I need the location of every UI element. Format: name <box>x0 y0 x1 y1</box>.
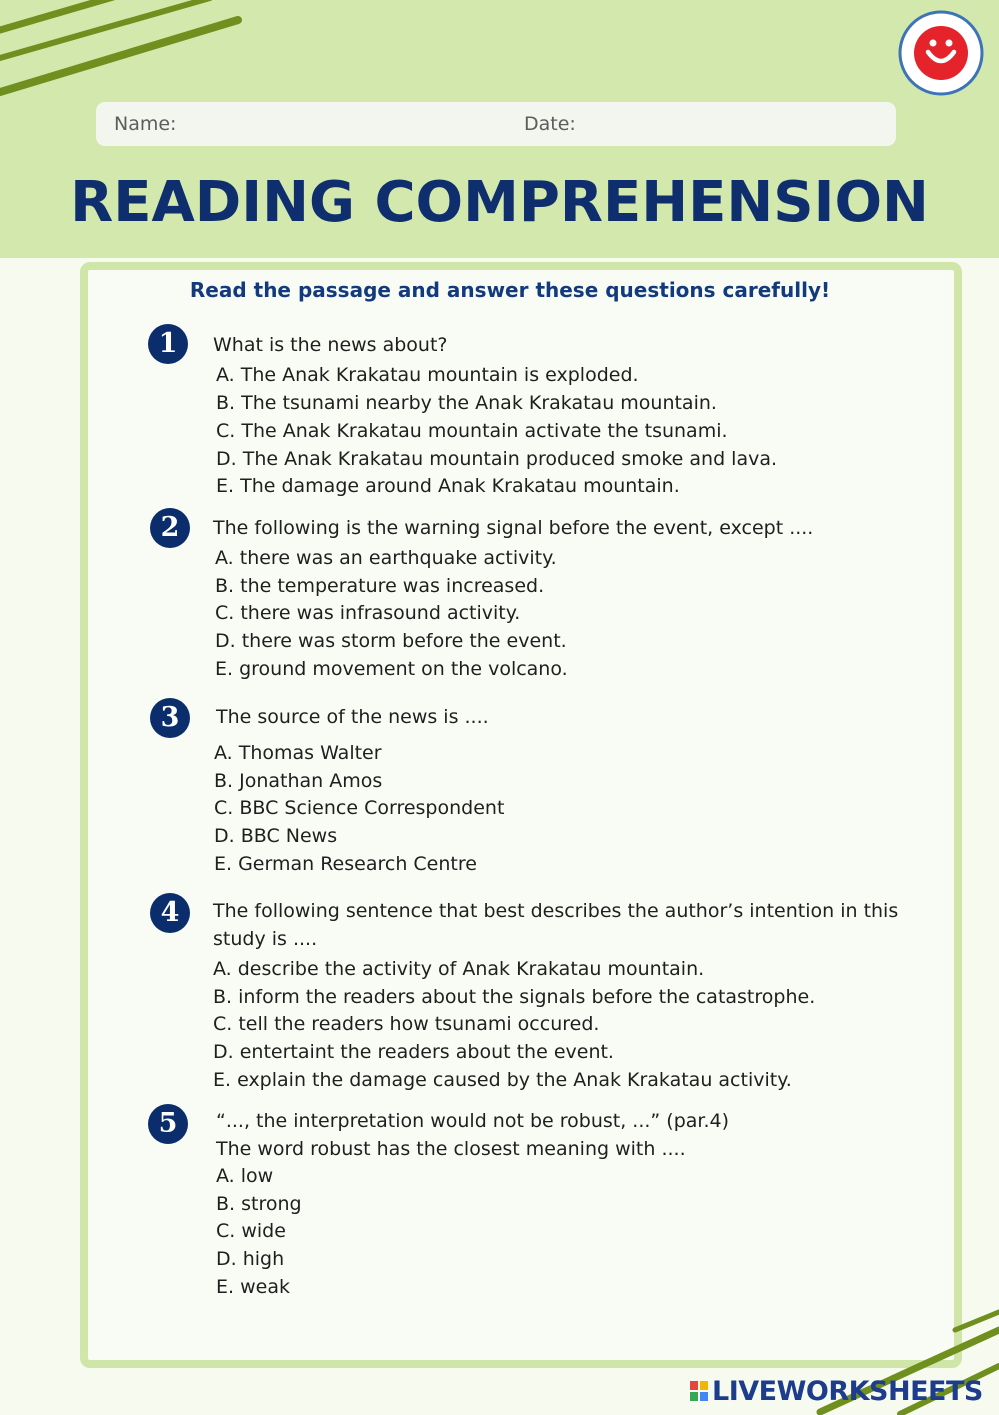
answer-option[interactable]: D. BBC News <box>214 825 338 847</box>
answer-option[interactable]: B. The tsunami nearby the Anak Krakatau mountain. <box>216 392 717 414</box>
answer-option[interactable]: B. Jonathan Amos <box>214 770 383 792</box>
answer-option[interactable]: A. describe the activity of Anak Krakatau mountain. <box>213 958 705 980</box>
question-number-badge: 3 <box>150 698 190 738</box>
date-label: Date: <box>524 113 576 135</box>
liveworksheets-brand <box>690 1376 983 1406</box>
question-text: What is the news about? <box>213 334 448 356</box>
question-text: “..., the interpretation would not be robust, ...” (par.4) <box>216 1110 730 1132</box>
answer-option[interactable]: C. tell the readers how tsunami occured. <box>213 1013 600 1035</box>
answer-option[interactable]: C. The Anak Krakatau mountain activate the tsunami. <box>216 420 728 442</box>
answer-option[interactable]: D. The Anak Krakatau mountain produced smoke and lava. <box>216 448 778 470</box>
answer-option[interactable]: E. ground movement on the volcano. <box>215 658 568 680</box>
name-date-bar <box>96 102 896 146</box>
question-text: The source of the news is .... <box>216 706 489 728</box>
answer-option[interactable]: D. entertaint the readers about the event. <box>213 1041 614 1063</box>
brush-stroke-decoration-icon <box>0 0 260 100</box>
name-label: Name: <box>114 113 177 135</box>
question-number-badge: 5 <box>148 1104 188 1144</box>
answer-option[interactable]: A. The Anak Krakatau mountain is exploded. <box>216 364 639 386</box>
question-text: study is .... <box>213 928 318 950</box>
answer-option[interactable]: B. strong <box>216 1193 302 1215</box>
question-text: The word robust has the closest meaning with .... <box>216 1138 686 1160</box>
brand-name: LIVEWORKSHEETS <box>712 1375 983 1407</box>
question-text: The following is the warning signal before the event, except .... <box>213 517 814 539</box>
school-logo <box>898 10 984 96</box>
answer-option[interactable]: D. high <box>216 1248 285 1270</box>
answer-option[interactable]: A. there was an earthquake activity. <box>215 547 557 569</box>
answer-option[interactable]: E. German Research Centre <box>214 853 477 875</box>
answer-option[interactable]: E. explain the damage caused by the Anak Krakatau activity. <box>213 1069 792 1091</box>
question-number-badge: 2 <box>150 508 190 548</box>
question-number-badge: 4 <box>150 893 190 933</box>
answer-option[interactable]: D. there was storm before the event. <box>215 630 567 652</box>
question-number-badge: 1 <box>148 324 188 364</box>
answer-option[interactable]: B. inform the readers about the signals before the catastrophe. <box>213 986 816 1008</box>
answer-option[interactable]: C. BBC Science Correspondent <box>214 797 505 819</box>
answer-option[interactable]: C. there was infrasound activity. <box>215 602 521 624</box>
answer-option[interactable]: A. low <box>216 1165 274 1187</box>
smiley-seal-icon <box>898 10 984 96</box>
answer-option[interactable]: C. wide <box>216 1220 286 1242</box>
answer-option[interactable]: A. Thomas Walter <box>214 742 382 764</box>
question-text: The following sentence that best describes the author’s intention in this <box>213 900 899 922</box>
answer-option[interactable]: B. the temperature was increased. <box>215 575 545 597</box>
instructions: Read the passage and answer these questions carefully! <box>189 278 831 302</box>
page-title: READING COMPREHENSION <box>70 170 929 235</box>
answer-option[interactable]: E. weak <box>216 1276 290 1298</box>
answer-option[interactable]: E. The damage around Anak Krakatau mountain. <box>216 475 680 497</box>
liveworksheets-blocks-icon <box>690 1381 708 1401</box>
